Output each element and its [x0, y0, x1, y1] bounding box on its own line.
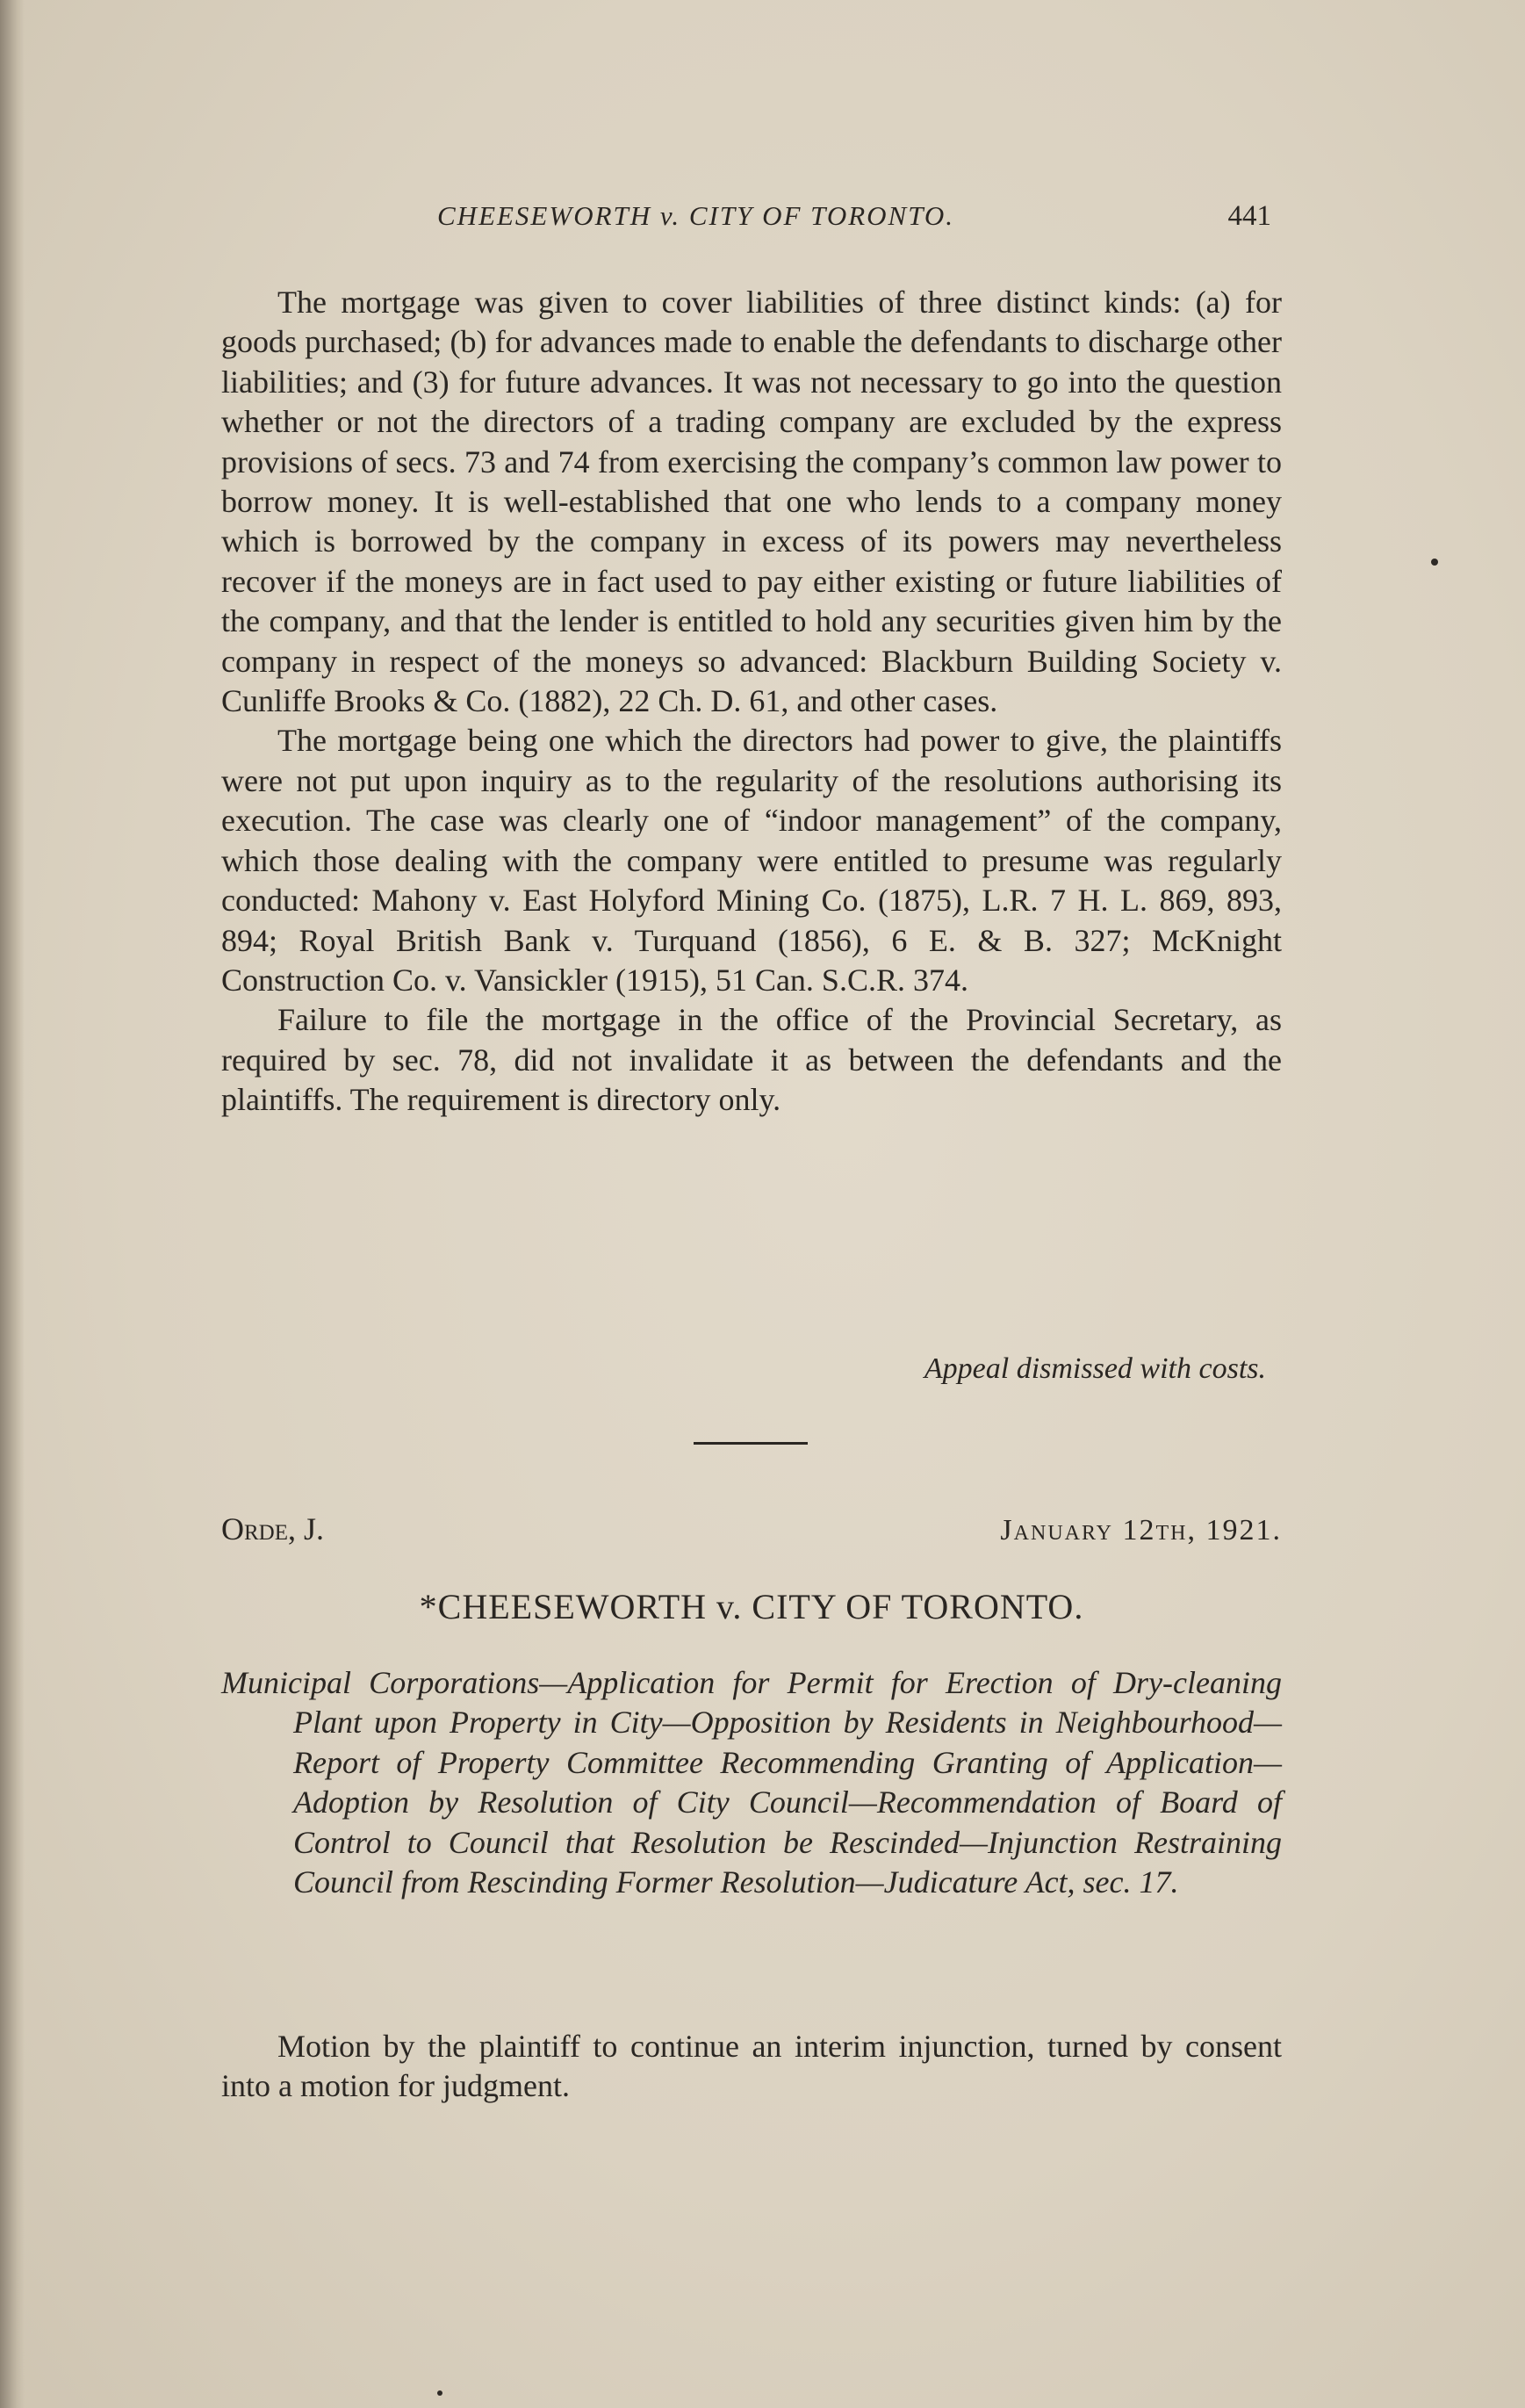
paragraph-filing: Failure to file the mortgage in the office of the Provincial Secretary, as required by sec. 78, did not invalidate it as between the defendants and the plaintiffs. The requirement is directory only. — [221, 1002, 1282, 1118]
running-title: CHEESEWORTH v. CITY OF TORONTO. — [437, 200, 955, 231]
body-text — [221, 283, 1282, 1121]
judge-name: Orde, J. — [221, 1511, 325, 1546]
headnote-text: Municipal Corporations—Application for Permit for Erection of Dry-cleaning Plant upon Property in City—Opposition by Residents in Neighbourhood—Report of Property Committee Recommending Granting of Application—Adoption by Resolution of City Council—Recommendation of Board of Control to Council that Resolution be Rescinded—Injunction Restraining Council from Rescinding Former Resolution—Judicature Act, sec. 17. — [221, 1665, 1282, 1900]
paragraph-indoor-management: The mortgage being one which the directors had power to give, the plaintiffs were not put upon inquiry as to the regularity of the resolutions authorising its execution. The case was clearly one of “indoor management” of the company, which those dealing with the company were entitled to presume was regularly conducted: Mahony v. East Holyford Mining Co. (1875), L.R. 7 H. L. 869, 893, 894; Royal British Bank v. Turquand (1856), 6 E. & B. 327; McKnight Construction Co. v. Vansickler (1915), 51 Can. S.C.R. 374. — [221, 723, 1282, 998]
paragraph-liabilities: The mortgage was given to cover liabilities of three distinct kinds: (a) for goods purchased; (b) for advances made to enable the defendants to discharge other liabilities; and (3) for future advances. It was not necessary to go into the question whether or not the directors of a trading company are excluded by the express provisions of secs. 73 and 74 from exercising the company’s common law power to borrow money. It is well-established that one who lends to a company money which is borrowed by the company in excess of its powers may nevertheless recover if the moneys are in fact used to pay either existing or future liabilities of the company, and that the lender is entitled to hold any securities given him by the company in respect of the moneys so advanced: Blackburn Building Society v. Cunliffe Brooks & Co. (1882), 22 Ch. D. 61, and other cases. — [221, 285, 1282, 719]
page-number: 441 — [1227, 200, 1271, 232]
page-gutter-shadow — [0, 0, 25, 2408]
disposition: Appeal dismissed with costs. — [924, 1352, 1266, 1385]
judgment-date: January 12th, 1921. — [1000, 1514, 1282, 1546]
motion-text: Motion by the plaintiff to continue an interim injunction, turned by consent into a motion for judgment. — [221, 2029, 1282, 2104]
paper-speck — [437, 2390, 442, 2396]
case-title: *CHEESEWORTH v. CITY OF TORONTO. — [419, 1587, 1084, 1626]
section-divider — [694, 1442, 808, 1445]
headnote — [221, 1663, 1282, 1902]
motion — [221, 2027, 1282, 2107]
paper-speck — [1431, 559, 1438, 566]
running-head — [221, 200, 1282, 244]
